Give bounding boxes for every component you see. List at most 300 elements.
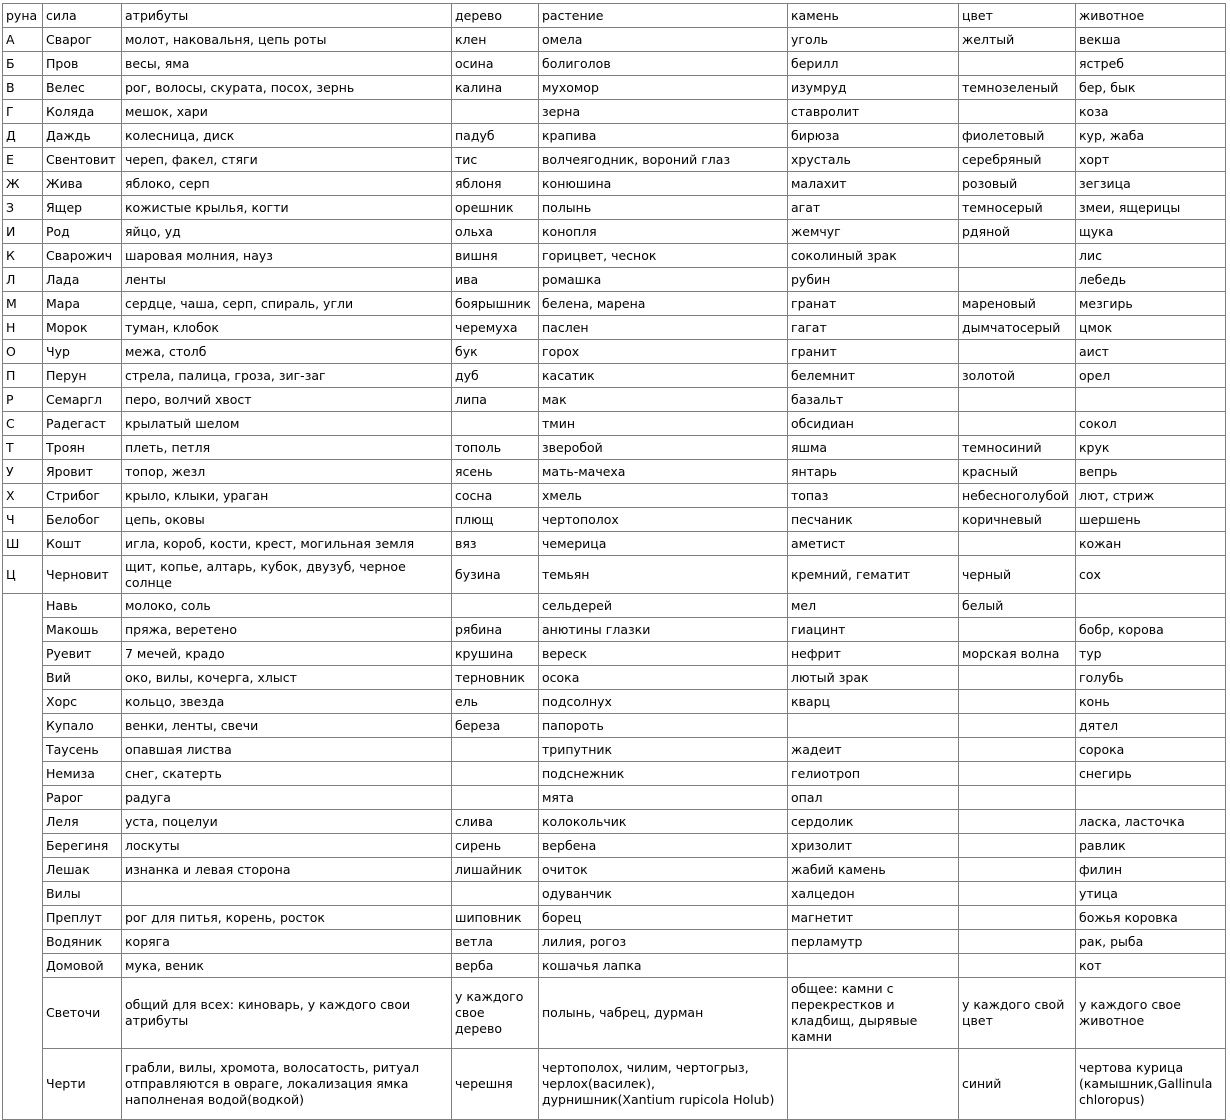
table-row (3, 484, 1226, 508)
cell-attributes: изнанка и левая сторона (122, 858, 452, 882)
cell-plant: мак (539, 388, 788, 412)
cell-tree (452, 882, 539, 906)
cell-power: Велес (43, 76, 122, 100)
cell-power: Рарог (43, 786, 122, 810)
cell-color (959, 52, 1076, 76)
cell-tree (452, 412, 539, 436)
cell-attributes: игла, короб, кости, крест, могильная земля (122, 532, 452, 556)
cell-plant: зерна (539, 100, 788, 124)
cell-rune (3, 858, 43, 882)
cell-color: красный (959, 460, 1076, 484)
cell-rune: А (3, 28, 43, 52)
cell-color (959, 388, 1076, 412)
cell-color: дымчатосерый (959, 316, 1076, 340)
cell-tree: лишайник (452, 858, 539, 882)
cell-stone: ставролит (788, 100, 959, 124)
cell-stone: гиацинт (788, 618, 959, 642)
cell-stone: хризолит (788, 834, 959, 858)
cell-stone: опал (788, 786, 959, 810)
cell-color (959, 738, 1076, 762)
cell-power: Морок (43, 316, 122, 340)
table-row (3, 220, 1226, 244)
cell-tree: рябина (452, 618, 539, 642)
cell-power: Чур (43, 340, 122, 364)
cell-power: Черти (43, 1049, 122, 1120)
cell-power: Радегаст (43, 412, 122, 436)
cell-power: Пров (43, 52, 122, 76)
cell-rune (3, 738, 43, 762)
cell-tree: крушина (452, 642, 539, 666)
cell-attributes: череп, факел, стяги (122, 148, 452, 172)
cell-power: Жива (43, 172, 122, 196)
cell-plant: колокольчик (539, 810, 788, 834)
cell-stone: аметист (788, 532, 959, 556)
cell-plant: вербена (539, 834, 788, 858)
cell-attributes: венки, ленты, свечи (122, 714, 452, 738)
cell-rune (3, 810, 43, 834)
cell-rune (3, 618, 43, 642)
cell-rune: Ц (3, 556, 43, 594)
table-row (3, 810, 1226, 834)
cell-attributes: весы, яма (122, 52, 452, 76)
cell-color (959, 930, 1076, 954)
cell-rune (3, 906, 43, 930)
cell-power: Перун (43, 364, 122, 388)
cell-stone: кварц (788, 690, 959, 714)
cell-rune: У (3, 460, 43, 484)
cell-color (959, 690, 1076, 714)
table-row (3, 268, 1226, 292)
header-color: цвет (959, 4, 1076, 28)
cell-animal: сокол (1076, 412, 1226, 436)
cell-color (959, 100, 1076, 124)
cell-color: у каждого свой цвет (959, 978, 1076, 1049)
cell-color (959, 906, 1076, 930)
cell-plant: подсолнух (539, 690, 788, 714)
cell-power: Водяник (43, 930, 122, 954)
table-row (3, 786, 1226, 810)
cell-stone: перламутр (788, 930, 959, 954)
cell-animal: лис (1076, 244, 1226, 268)
cell-stone: гагат (788, 316, 959, 340)
cell-animal: орел (1076, 364, 1226, 388)
cell-attributes: ленты (122, 268, 452, 292)
cell-rune: Ж (3, 172, 43, 196)
cell-attributes: шаровая молния, науз (122, 244, 452, 268)
cell-stone: изумруд (788, 76, 959, 100)
cell-tree: верба (452, 954, 539, 978)
cell-color: морская волна (959, 642, 1076, 666)
cell-animal: филин (1076, 858, 1226, 882)
table-row (3, 738, 1226, 762)
cell-animal: бобр, корова (1076, 618, 1226, 642)
header-attributes: атрибуты (122, 4, 452, 28)
cell-animal: лют, стриж (1076, 484, 1226, 508)
cell-plant: одуванчик (539, 882, 788, 906)
cell-tree (452, 594, 539, 618)
cell-animal: голубь (1076, 666, 1226, 690)
header-power: сила (43, 4, 122, 28)
cell-animal (1076, 388, 1226, 412)
table-row (3, 52, 1226, 76)
cell-power: Лада (43, 268, 122, 292)
cell-stone: белемнит (788, 364, 959, 388)
cell-attributes: рог, волосы, скурата, посох, зернь (122, 76, 452, 100)
cell-rune (3, 642, 43, 666)
cell-plant: белена, марена (539, 292, 788, 316)
cell-plant: волчеягодник, вороний глаз (539, 148, 788, 172)
cell-stone: мел (788, 594, 959, 618)
cell-tree: береза (452, 714, 539, 738)
cell-animal: рак, рыба (1076, 930, 1226, 954)
cell-tree: черемуха (452, 316, 539, 340)
cell-plant: лилия, рогоз (539, 930, 788, 954)
header-rune: руна (3, 4, 43, 28)
header-stone: камень (788, 4, 959, 28)
cell-power: Лешак (43, 858, 122, 882)
cell-color (959, 244, 1076, 268)
cell-plant: паслен (539, 316, 788, 340)
cell-tree: у каждого свое дерево (452, 978, 539, 1049)
cell-rune: О (3, 340, 43, 364)
cell-animal: конь (1076, 690, 1226, 714)
cell-stone: янтарь (788, 460, 959, 484)
cell-attributes: топор, жезл (122, 460, 452, 484)
cell-attributes: коряга (122, 930, 452, 954)
cell-rune: Р (3, 388, 43, 412)
cell-animal: божья коровка (1076, 906, 1226, 930)
table-row (3, 244, 1226, 268)
cell-tree: ива (452, 268, 539, 292)
table-row (3, 906, 1226, 930)
cell-color (959, 268, 1076, 292)
cell-animal: цмок (1076, 316, 1226, 340)
cell-tree: орешник (452, 196, 539, 220)
cell-plant: темьян (539, 556, 788, 594)
cell-attributes: уста, поцелуи (122, 810, 452, 834)
cell-plant: папороть (539, 714, 788, 738)
cell-plant: мухомор (539, 76, 788, 100)
cell-power: Вилы (43, 882, 122, 906)
cell-tree (452, 100, 539, 124)
table-row (3, 978, 1226, 1049)
cell-animal: шершень (1076, 508, 1226, 532)
cell-stone: обсидиан (788, 412, 959, 436)
cell-plant: чемерица (539, 532, 788, 556)
cell-attributes: 7 мечей, крадо (122, 642, 452, 666)
cell-attributes: перо, волчий хвост (122, 388, 452, 412)
cell-rune (3, 690, 43, 714)
cell-rune: И (3, 220, 43, 244)
cell-tree: слива (452, 810, 539, 834)
cell-color (959, 810, 1076, 834)
cell-power: Руевит (43, 642, 122, 666)
cell-color: золотой (959, 364, 1076, 388)
cell-plant: конопля (539, 220, 788, 244)
cell-attributes: молот, наковальня, цепь роты (122, 28, 452, 52)
cell-plant: конюшина (539, 172, 788, 196)
cell-stone: сердолик (788, 810, 959, 834)
cell-rune: Г (3, 100, 43, 124)
cell-tree: клен (452, 28, 539, 52)
table-row (3, 124, 1226, 148)
cell-tree: ольха (452, 220, 539, 244)
cell-plant: ромашка (539, 268, 788, 292)
cell-color: розовый (959, 172, 1076, 196)
cell-power: Хорс (43, 690, 122, 714)
cell-plant: сельдерей (539, 594, 788, 618)
cell-tree: вяз (452, 532, 539, 556)
cell-attributes: кожистые крылья, когти (122, 196, 452, 220)
table-row (3, 930, 1226, 954)
cell-color (959, 786, 1076, 810)
table-row (3, 292, 1226, 316)
cell-attributes: лоскуты (122, 834, 452, 858)
cell-power: Коляда (43, 100, 122, 124)
cell-attributes: опавшая листва (122, 738, 452, 762)
table-row (3, 340, 1226, 364)
cell-rune: М (3, 292, 43, 316)
cell-power: Берегиня (43, 834, 122, 858)
table-row (3, 556, 1226, 594)
table-row (3, 436, 1226, 460)
header-animal: животное (1076, 4, 1226, 28)
cell-attributes: стрела, палица, гроза, зиг-заг (122, 364, 452, 388)
cell-stone (788, 1049, 959, 1120)
cell-color: желтый (959, 28, 1076, 52)
cell-attributes: яблоко, серп (122, 172, 452, 196)
cell-color: фиолетовый (959, 124, 1076, 148)
cell-rune (3, 666, 43, 690)
cell-rune: З (3, 196, 43, 220)
cell-stone: соколиный зрак (788, 244, 959, 268)
cell-animal: дятел (1076, 714, 1226, 738)
cell-attributes: общий для всех: киноварь, у каждого свои атрибуты (122, 978, 452, 1049)
cell-color: темнозеленый (959, 76, 1076, 100)
cell-power: Домовой (43, 954, 122, 978)
cell-tree: тис (452, 148, 539, 172)
cell-stone (788, 714, 959, 738)
header-plant: растение (539, 4, 788, 28)
cell-plant: осока (539, 666, 788, 690)
cell-tree: ветла (452, 930, 539, 954)
cell-attributes: снег, скатерть (122, 762, 452, 786)
cell-rune (3, 882, 43, 906)
cell-tree: сирень (452, 834, 539, 858)
cell-animal: кожан (1076, 532, 1226, 556)
cell-animal: аист (1076, 340, 1226, 364)
cell-rune: Б (3, 52, 43, 76)
cell-plant: очиток (539, 858, 788, 882)
cell-animal: бер, бык (1076, 76, 1226, 100)
cell-rune: Х (3, 484, 43, 508)
cell-plant: чертополох, чилим, чертогрыз, черлох(василек), дурнишник(Xantium rupicola Holub) (539, 1049, 788, 1120)
cell-color (959, 618, 1076, 642)
cell-tree: яблоня (452, 172, 539, 196)
cell-color: темносиний (959, 436, 1076, 460)
cell-animal: сох (1076, 556, 1226, 594)
cell-rune: К (3, 244, 43, 268)
cell-color (959, 882, 1076, 906)
cell-attributes: мешок, хари (122, 100, 452, 124)
cell-attributes: кольцо, звезда (122, 690, 452, 714)
cell-power: Яровит (43, 460, 122, 484)
cell-attributes: цепь, оковы (122, 508, 452, 532)
cell-power: Семаргл (43, 388, 122, 412)
cell-color (959, 666, 1076, 690)
table-row (3, 148, 1226, 172)
cell-animal: змеи, ящерицы (1076, 196, 1226, 220)
table-row (3, 508, 1226, 532)
cell-plant: подснежник (539, 762, 788, 786)
cell-rune: С (3, 412, 43, 436)
cell-stone: общее: камни с перекрестков и кладбищ, дырявые камни (788, 978, 959, 1049)
cell-stone: хрусталь (788, 148, 959, 172)
cell-rune (3, 930, 43, 954)
cell-stone: песчаник (788, 508, 959, 532)
cell-attributes: радуга (122, 786, 452, 810)
cell-plant: омела (539, 28, 788, 52)
table-row (3, 532, 1226, 556)
cell-rune: Е (3, 148, 43, 172)
cell-animal: мезгирь (1076, 292, 1226, 316)
cell-attributes: яйцо, уд (122, 220, 452, 244)
cell-power: Макошь (43, 618, 122, 642)
cell-animal: тур (1076, 642, 1226, 666)
cell-animal: щука (1076, 220, 1226, 244)
cell-color (959, 954, 1076, 978)
table-row (3, 1049, 1226, 1120)
cell-stone: халцедон (788, 882, 959, 906)
cell-power: Таусень (43, 738, 122, 762)
cell-animal: кур, жаба (1076, 124, 1226, 148)
cell-stone: гранит (788, 340, 959, 364)
cell-tree (452, 786, 539, 810)
cell-animal: равлик (1076, 834, 1226, 858)
cell-attributes: щит, копье, алтарь, кубок, двузуб, черное солнце (122, 556, 452, 594)
cell-stone: базальт (788, 388, 959, 412)
cell-tree (452, 738, 539, 762)
cell-power: Сварог (43, 28, 122, 52)
cell-power: Сварожич (43, 244, 122, 268)
cell-power: Навь (43, 594, 122, 618)
cell-color (959, 340, 1076, 364)
cell-tree: ель (452, 690, 539, 714)
cell-stone: лютый зрак (788, 666, 959, 690)
cell-power: Светочи (43, 978, 122, 1049)
cell-animal (1076, 594, 1226, 618)
cell-rune: Д (3, 124, 43, 148)
cell-power: Даждь (43, 124, 122, 148)
table-body (3, 28, 1226, 1120)
cell-plant: полынь, чабрец, дурман (539, 978, 788, 1049)
cell-attributes: пряжа, веретено (122, 618, 452, 642)
table-row (3, 618, 1226, 642)
cell-power: Леля (43, 810, 122, 834)
cell-animal: сорока (1076, 738, 1226, 762)
cell-rune: Ч (3, 508, 43, 532)
cell-attributes (122, 882, 452, 906)
cell-stone: агат (788, 196, 959, 220)
cell-stone: жадеит (788, 738, 959, 762)
cell-tree: бук (452, 340, 539, 364)
cell-animal: ласка, ласточка (1076, 810, 1226, 834)
cell-power: Стрибог (43, 484, 122, 508)
cell-color: черный (959, 556, 1076, 594)
cell-plant: хмель (539, 484, 788, 508)
cell-tree: вишня (452, 244, 539, 268)
cell-stone: нефрит (788, 642, 959, 666)
cell-attributes: грабли, вилы, хромота, волосатость, ритуал отправляются в овраге, локализация ямка наполненая водой(водкой) (122, 1049, 452, 1120)
cell-power: Вий (43, 666, 122, 690)
cell-animal: ястреб (1076, 52, 1226, 76)
cell-plant: болиголов (539, 52, 788, 76)
cell-power: Купало (43, 714, 122, 738)
cell-stone: берилл (788, 52, 959, 76)
cell-rune: Т (3, 436, 43, 460)
cell-plant: трипутник (539, 738, 788, 762)
cell-rune: В (3, 76, 43, 100)
cell-plant: мята (539, 786, 788, 810)
table-row (3, 690, 1226, 714)
cell-attributes: туман, клобок (122, 316, 452, 340)
table-row (3, 316, 1226, 340)
cell-animal: вепрь (1076, 460, 1226, 484)
cell-tree: ясень (452, 460, 539, 484)
cell-animal: коза (1076, 100, 1226, 124)
table-row (3, 76, 1226, 100)
cell-stone: уголь (788, 28, 959, 52)
cell-animal (1076, 786, 1226, 810)
cell-power: Черновит (43, 556, 122, 594)
cell-color (959, 762, 1076, 786)
table-header (3, 4, 1226, 28)
cell-rune (3, 954, 43, 978)
cell-rune (3, 594, 43, 618)
cell-tree: осина (452, 52, 539, 76)
header-tree: дерево (452, 4, 539, 28)
cell-animal: лебедь (1076, 268, 1226, 292)
cell-attributes: крыло, клыки, ураган (122, 484, 452, 508)
cell-attributes: крылатый шелом (122, 412, 452, 436)
cell-plant: горицвет, чеснок (539, 244, 788, 268)
cell-stone: магнетит (788, 906, 959, 930)
cell-color: рдяной (959, 220, 1076, 244)
cell-rune: Н (3, 316, 43, 340)
cell-stone: рубин (788, 268, 959, 292)
cell-color: коричневый (959, 508, 1076, 532)
cell-power: Немиза (43, 762, 122, 786)
header-row (3, 4, 1226, 28)
cell-attributes: межа, столб (122, 340, 452, 364)
cell-plant: вереск (539, 642, 788, 666)
cell-color: темносерый (959, 196, 1076, 220)
cell-plant: мать-мачеха (539, 460, 788, 484)
table-row (3, 364, 1226, 388)
table-row (3, 388, 1226, 412)
table-row (3, 594, 1226, 618)
cell-animal: крук (1076, 436, 1226, 460)
cell-animal: хорт (1076, 148, 1226, 172)
cell-animal: кот (1076, 954, 1226, 978)
cell-stone: гранат (788, 292, 959, 316)
cell-tree: черешня (452, 1049, 539, 1120)
cell-tree: тополь (452, 436, 539, 460)
table-row (3, 882, 1226, 906)
cell-attributes: рог для питья, корень, росток (122, 906, 452, 930)
cell-stone: гелиотроп (788, 762, 959, 786)
cell-power: Свентовит (43, 148, 122, 172)
